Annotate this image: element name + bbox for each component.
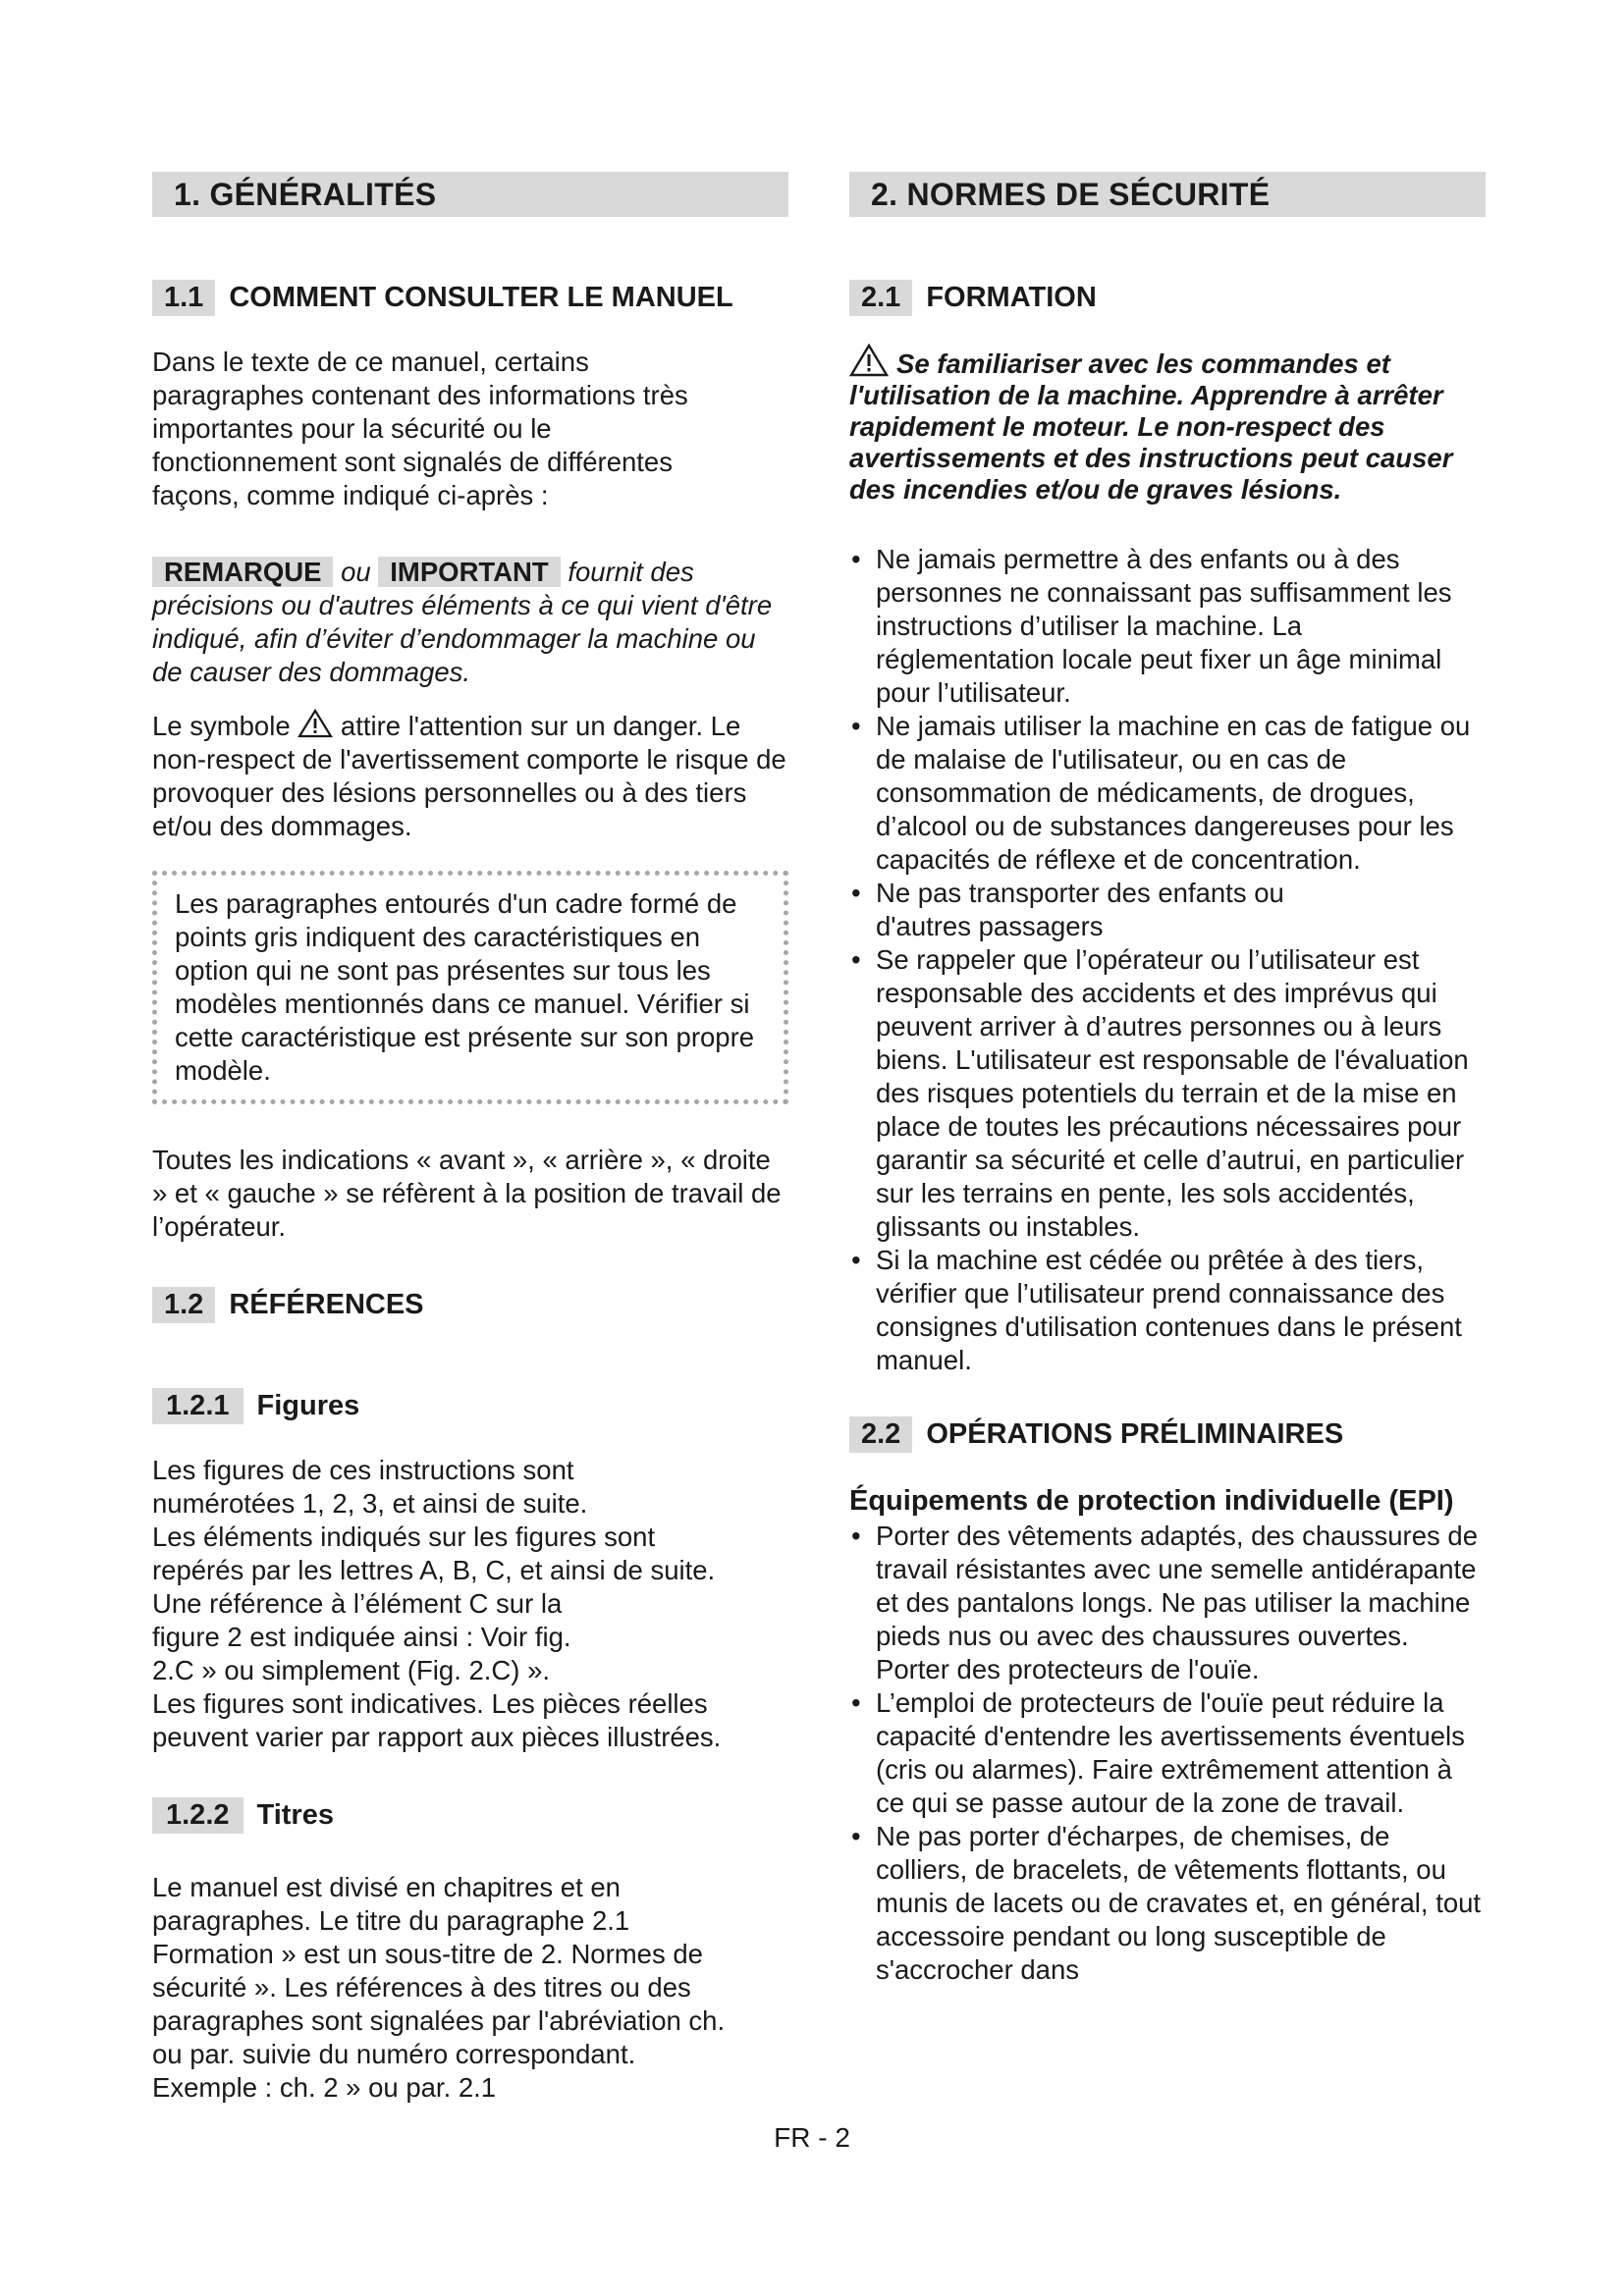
section-title: Titres (256, 1799, 334, 1831)
important-tag: IMPORTANT (378, 557, 560, 587)
note-ou: ou (341, 557, 371, 587)
figures-paragraph (152, 1454, 788, 1754)
warning-triangle-icon (849, 344, 889, 377)
formation-bullets (849, 543, 1486, 1377)
section-number: 1.2.2 (152, 1797, 244, 1834)
figures-line: Les éléments indiqués sur les figures sont (152, 1522, 656, 1552)
list-item: • Porter des vêtements adaptés, des chaussures de travail résistantes avec une semelle antidérapante et des pantalons longs. Ne pas utiliser la machine pieds nus ou avec des chaussures ouvertes. Porter des protecteurs de l'ouïe. (849, 1520, 1486, 1686)
symbol-before: Le symbole (152, 711, 291, 741)
list-item: • Ne jamais utiliser la machine en cas de fatigue ou de malaise de l'utilisateur, ou en cas de consommation de médicaments, de drogues, d’alcool ou de substances dangereuses pour les capacités de réflexe et de concentration. (849, 710, 1486, 877)
list-item: • Ne jamais permettre à des enfants ou à des personnes ne connaissant pas suffisamment les instructions d’utiliser la machine. La réglementation locale peut fixer un âge minimal pour l’utilisateur. (849, 543, 1486, 710)
section-1-2-heading (152, 1287, 788, 1323)
section-number: 1.1 (152, 280, 215, 316)
list-item: • L’emploi de protecteurs de l'ouïe peut réduire la capacité d'entendre les avertissements éventuels (cris ou alarmes). Faire extrêmement attention à ce qui se passe autour de la zone de travail. (849, 1686, 1486, 1820)
epi-bullets (849, 1520, 1486, 1987)
section-2-2-heading (849, 1416, 1486, 1453)
section-number: 1.2 (152, 1287, 215, 1323)
note-text: fournit des précisions ou d'autres éléments à ce qui vient d'être indiqué, afin d’éviter d’endommager la machine ou de causer des dommages. (152, 557, 773, 687)
remarque-tag: REMARQUE (152, 557, 333, 587)
titres-paragraph: Le manuel est divisé en chapitres et en paragraphes. Le titre du paragraphe 2.1 Formation » est un sous-titre de 2. Normes de sécurité ». Les références à des titres ou des paragraphes sont signalées par l'abréviation ch. ou par. suivie du numéro correspondant. Exemple : ch. 2 » ou par. 2.1 (152, 1872, 726, 2103)
section-number: 2.2 (849, 1416, 912, 1453)
section-title: COMMENT CONSULTER LE MANUEL (229, 282, 733, 313)
section-title: Figures (256, 1390, 360, 1421)
chapter-title-normes: 2. NORMES DE SÉCURITÉ (849, 172, 1486, 217)
formation-warning (849, 344, 1486, 506)
right-column (849, 172, 1486, 1987)
figures-line: figure 2 est indiquée ainsi : Voir fig. (152, 1622, 571, 1652)
figures-line: Les figures de ces instructions sont (152, 1455, 574, 1485)
intro-paragraph: Dans le texte de ce manuel, certains paragraphes contenant des informations très importantes pour la sécurité ou le fonctionnement sont signalés de différentes façons, comme indiqué ci-après : (152, 347, 688, 510)
section-title: FORMATION (926, 282, 1097, 313)
section-1-2-1-heading (152, 1388, 788, 1424)
optional-feature-text: Les paragraphes entourés d'un cadre formé de points gris indiquent des caractéristiques en option qui ne sont pas présentes sur tous les modèles mentionnés dans ce manuel. Vérifier si cette caractéristique est présente sur son propre modèle. (175, 888, 755, 1086)
optional-feature-box (152, 871, 788, 1104)
list-item: • Ne pas transporter des enfants ou d'autres passagers (849, 877, 1288, 943)
warning-triangle-icon (298, 709, 333, 738)
figures-line: repérés par les lettres A, B, C, et ainsi de suite. (152, 1555, 716, 1585)
section-title: RÉFÉRENCES (229, 1289, 424, 1320)
epi-heading: Équipements de protection individuelle (EPI) (849, 1485, 1454, 1517)
symbol-after: attire l'attention sur un danger. Le non-respect de l'avertissement comporte le risque de provoquer des lésions personnelles ou à des tiers et/ou des dommages. (152, 711, 786, 841)
section-1-1-heading (152, 280, 788, 316)
note-paragraph (152, 556, 788, 689)
figures-line: peuvent varier par rapport aux pièces illustrées. (152, 1722, 722, 1752)
section-number: 1.2.1 (152, 1388, 244, 1424)
page-number: FR - 2 (774, 2122, 850, 2153)
figures-line: 2.C » ou simplement (Fig. 2.C) ». (152, 1655, 551, 1685)
list-item: • Se rappeler que l’opérateur ou l’utilisateur est responsable des accidents et des imprévus qui peuvent arriver à d’autres personnes ou à leurs biens. L'utilisateur est responsable de l'évaluation des risques potentiels du terrain et de la mise en place de toutes les précautions nécessaires pour garantir sa sécurité et celle d’autrui, en particulier sur les terrains en pente, les sols accidentés, glissants ou instables. (849, 943, 1486, 1244)
list-item: • Ne pas porter d'écharpes, de chemises, de colliers, de bracelets, de vêtements flottants, ou munis de lacets ou de cravates et, en général, tout accessoire pendant ou long susceptible de s'accrocher dans (849, 1820, 1486, 1987)
section-2-1-heading (849, 280, 1486, 316)
chapter-title-generalites: 1. GÉNÉRALITÉS (152, 172, 788, 217)
position-paragraph: Toutes les indications « avant », « arrière », « droite » et « gauche » se réfèrent à la position de travail de l’opérateur. (152, 1145, 782, 1242)
figures-line: numérotées 1, 2, 3, et ainsi de suite. (152, 1488, 588, 1519)
section-title: OPÉRATIONS PRÉLIMINAIRES (926, 1418, 1344, 1450)
left-column (152, 172, 788, 2105)
section-1-2-2-heading (152, 1797, 788, 1834)
symbol-paragraph (152, 709, 788, 843)
warning-text: Se familiariser avec les commandes et l'utilisation de la machine. Apprendre à arrêter rapidement le moteur. Le non-respect des avertissements et des instructions peut causer des incendies et/ou de graves lésions. (849, 348, 1453, 505)
figures-line: Les figures sont indicatives. Les pièces réelles (152, 1688, 708, 1719)
figures-line: Une référence à l’élément C sur la (152, 1588, 563, 1619)
section-number: 2.1 (849, 280, 912, 316)
list-item: • Si la machine est cédée ou prêtée à des tiers, vérifier que l’utilisateur prend connaissance des consignes d'utilisation contenues dans le présent manuel. (849, 1244, 1486, 1377)
